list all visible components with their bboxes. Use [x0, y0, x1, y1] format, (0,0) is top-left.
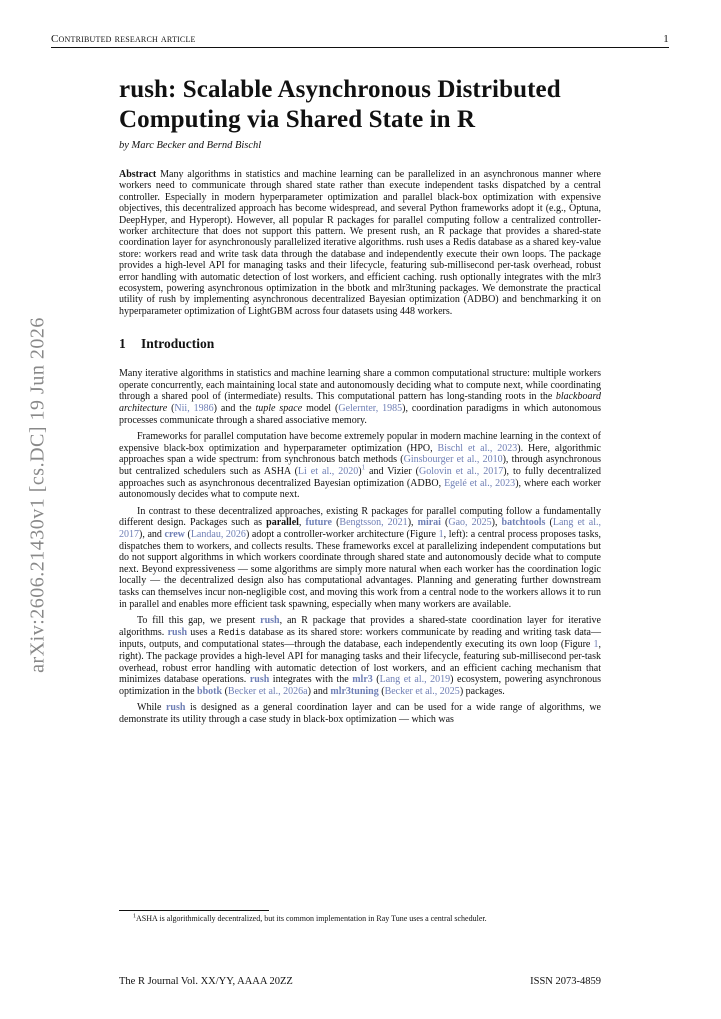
text-run: ), to fully decentralized approaches such as asynchronous decentralized Bayesian optimization (ADBO, — [119, 466, 601, 489]
text-run: ( — [167, 403, 175, 415]
text-run: is designed as a general coordination layer and can be used for a wide range of algorithms, we demonstrate its utility through a case study in black-box optimization — which was — [119, 702, 601, 725]
text-run: , — [298, 517, 306, 529]
text-run: ), coordination paradigms in which autonomous processes communicate through a shared associative memory. — [119, 403, 601, 426]
package-link[interactable]: future — [305, 517, 332, 529]
text-run: model ( — [302, 403, 339, 415]
text-run: , an R package that provides a shared-state coordination layer for iterative algorithms. — [119, 615, 601, 638]
citation-link[interactable]: Nii, 1986 — [174, 403, 214, 415]
intro-paragraph-2: Frameworks for parallel computation have become extremely popular in modern machine learning in the context of expensive black-box optimization and hyperparameter optimization (HPO, Bischl et al., 2023). Here, algorithmic approaches span a wide spectrum: from synchronous batch methods (Ginsbourger et al., 2010), through asynchronous but centralized schedulers such as ASHA (Li et al., 2020)$^1$ and Vizier (Golovin et al., 2017), to fully decentralized approaches such as asynchronous decentralized Bayesian optimization (ADBO, Egelé et al., 2023), where each worker autonomously decides what to compute next. — [119, 431, 601, 501]
running-header — [51, 33, 669, 49]
footnote-text: ASHA is algorithmically decentralized, but its common implementation in Ray Tune uses a central scheduler. — [136, 914, 487, 923]
text-run: ( — [545, 517, 553, 529]
issn: ISSN 2073-4859 — [530, 976, 601, 987]
package-link[interactable]: crew — [164, 529, 185, 540]
author-line: by Marc Becker and Bernd Bischl — [119, 140, 262, 151]
text-run: uses a — [187, 626, 219, 638]
footnote-mark: 1 — [133, 913, 136, 920]
abstract-text: Many algorithms in statistics and machine learning can be parallelized in an asynchronous manner where workers need to communicate through shared state rather than execute independent tasks dispatched by a central controller. Especially in modern hyperparameter optimization and parallel black-box optimization with expensive objectives, this decentralized approach has become widespread, and several Python frameworks adopt it (e.g., Optuna, DeepHyper, and Hyperopt). However, all popular R packages for parallel computing follow a centralized controller-worker architecture that does not support this pattern. We present rush, an R package that provides a shared-state coordination layer for asynchronously parallelized iterative algorithms. rush uses a Redis database as a shared key-value store: workers read and write task data through the database and independently execute their own loops. The package provides a high-level API for managing tasks and their lifecycle, featuring sub-millisecond per-task overhead, robust error handling with automatic detection of lost workers, and efficient caching. rush optionally integrates with the mlr3 ecosystem, powering asynchronous optimization in the bbotk and mlr3tuning packages. We demonstrate the practical utility of rush by implementing asynchronous decentralized Bayesian optimization (ADBO) and benchmarking it on hyperparameter optimization of LightGBM across four datasets using 448 workers. — [119, 169, 601, 317]
text-run: ) adopt a controller-worker architecture (Figure — [245, 529, 439, 540]
text-run: In contrast to these decentralized approaches, existing R packages for parallel computing follow a fundamentally different design. Packages such as — [119, 505, 601, 529]
paper-title: rush: Scalable Asynchronous Distributed Computing via Shared State in R — [119, 76, 561, 133]
text-run: ). Here, algorithmic approaches span a wide spectrum: from synchronous batch methods ( — [119, 442, 601, 466]
text-run: ( — [372, 674, 380, 686]
section-heading-introduction — [119, 336, 601, 352]
package-link[interactable]: bbotk — [197, 685, 223, 697]
citation-link[interactable]: Li et al., 2020 — [297, 466, 359, 478]
footnote-1 — [119, 914, 601, 924]
text-run: While — [137, 702, 166, 714]
emphasis-term: tuple space — [255, 403, 303, 415]
text-run: Many iterative algorithms in statistics and machine learning share a common computational structure: multiple workers operate concurrently, each maintaining local state and autonomously deciding what to compute next, while coordinating through a shared pool of (intermediate) results. This computational pattern has long-standing roots in the — [119, 368, 601, 403]
text-run: database as its shared store: workers communicate by reading and writing task data—inputs, outputs, and computational states—through the database, each independently executing its own loop (Figure — [119, 626, 601, 651]
citation-link[interactable]: Golovin et al., 2017 — [419, 466, 504, 478]
arxiv-identifier: arXiv:2606.21430v1 [cs.DC] 19 Jun 2026 — [26, 317, 49, 673]
footnote-rule — [119, 910, 269, 911]
inline-code: Redis — [218, 627, 246, 638]
article-type-label: Contributed research article — [51, 33, 196, 45]
text-run: ), — [407, 517, 418, 529]
figure-reference-link[interactable]: 1 — [593, 639, 599, 651]
package-link[interactable]: rush — [167, 626, 188, 638]
intro-paragraph-1 — [119, 368, 601, 426]
package-name: parallel — [266, 517, 299, 529]
text-run: ), through asynchronous but centralized schedulers such as ASHA ( — [119, 454, 601, 478]
section-number: 1 — [119, 336, 126, 352]
text-run: , left): a central process proposes tasks, dispatches them to workers, and collects results. These frameworks excel at parallelizing independent computations but do not support algorithms in which workers coordinate through shared state and autonomously decide what to compute next. Beyond expressiveness — some algorithms are simply more natural when each worker has the coordination logic locally — the decentralized design also has computational advantages. Planning and generating further downstream tasks can themselves incur non-negligible cost, and moving this work from a central node to the workers allows it to run in parallel and enables more efficient task spawning, especially when many workers are available. — [119, 529, 601, 610]
intro-paragraph-5 — [119, 702, 601, 725]
header-rule — [51, 47, 669, 48]
page-number: 1 — [663, 33, 669, 45]
package-link[interactable]: mlr3tuning — [330, 685, 379, 697]
text-run: ), and — [139, 529, 165, 540]
citation-link[interactable]: Landau, 2026 — [190, 529, 246, 540]
text-run: To fill this gap, we present — [137, 615, 261, 627]
citation-link[interactable]: Becker et al., 2025 — [384, 685, 460, 697]
citation-link[interactable]: Lang et al., 2017 — [119, 517, 602, 540]
text-run: , right). The package provides a high-level API for managing tasks and their lifecycle, featuring sub-millisecond per-task overhead, robust error handling with automatic detection of lost workers, and an efficient caching mechanism that minimizes database operations. — [119, 639, 601, 686]
citation-link[interactable]: Bischl et al., 2023 — [437, 442, 518, 454]
section-title: Introduction — [141, 336, 215, 352]
citation-link[interactable]: Becker et al., 2026a — [227, 685, 308, 697]
package-link[interactable]: batchtools — [501, 517, 546, 529]
package-link[interactable]: rush — [260, 615, 280, 627]
citation-link[interactable]: Ginsbourger et al., 2010 — [403, 454, 503, 466]
citation-link[interactable]: Gelernter, 1985 — [338, 403, 403, 415]
text-run: Frameworks for parallel computation have become extremely popular in modern machine learning in the context of expensive black-box optimization and hyperparameter optimization (HPO, — [119, 431, 601, 454]
text-run: ( — [184, 529, 191, 540]
abstract — [119, 169, 601, 317]
package-link[interactable]: rush — [249, 674, 270, 686]
text-run: ( — [378, 685, 385, 697]
text-run: integrates with the — [269, 674, 353, 686]
text-run: ) packages. — [459, 685, 505, 697]
text-run: ( — [332, 517, 340, 529]
footnote-area — [119, 910, 601, 924]
text-run: and Vizier ( — [365, 466, 420, 478]
text-run: ( — [222, 685, 228, 697]
package-link[interactable]: mirai — [417, 517, 441, 529]
arxiv-sidebar — [22, 300, 54, 690]
text-run: ) and the — [213, 403, 256, 415]
text-run: ) and — [307, 685, 331, 697]
text-run: ) ecosystem, powering asynchronous optimization in the — [119, 674, 601, 697]
intro-paragraph-3 — [119, 506, 601, 610]
text-run: ), where each worker autonomously decides what to compute next. — [119, 477, 601, 501]
citation-link[interactable]: Egelé et al., 2023 — [444, 477, 516, 489]
citation-link[interactable]: Bengtsson, 2021 — [339, 517, 408, 529]
intro-paragraph-4 — [119, 615, 601, 697]
footnote-marker[interactable]: 1 — [361, 463, 366, 472]
article-body — [119, 75, 601, 731]
figure-reference-link[interactable]: 1 — [438, 529, 444, 540]
text-run: ( — [440, 517, 449, 529]
citation-link[interactable]: Gao, 2025 — [448, 517, 492, 529]
text-run: ), — [491, 517, 502, 529]
citation-link[interactable]: Lang et al., 2019 — [379, 674, 451, 686]
package-link[interactable]: rush — [165, 702, 186, 714]
emphasis-term: blackboard architecture — [119, 391, 601, 415]
abstract-label: Abstract — [119, 169, 157, 180]
package-link[interactable]: mlr3 — [352, 674, 373, 686]
journal-info: The R Journal Vol. XX/YY, AAAA 20ZZ — [119, 976, 293, 987]
